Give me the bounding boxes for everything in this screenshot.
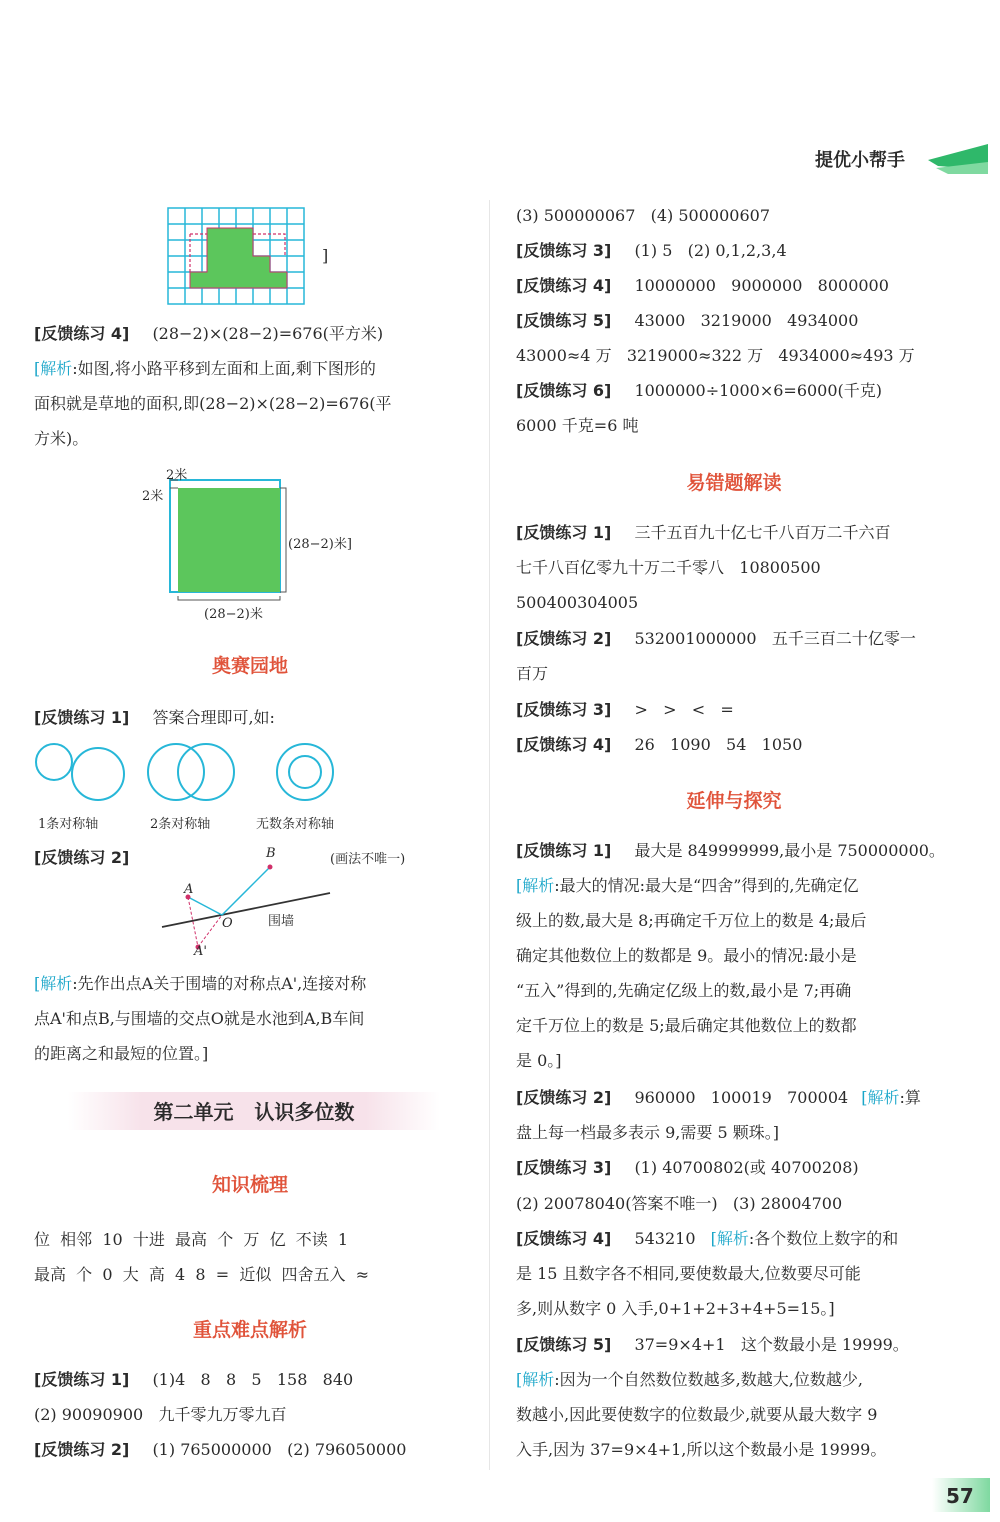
zs-line-1: 位 相邻 10 十进 最高 个 万 亿 不读 1 (34, 1230, 349, 1249)
point-b: B (266, 846, 276, 861)
aos-note-1: :先作出点A关于围墙的对称点A',连接对称 (72, 974, 367, 993)
r-fb6-line2: 6000 千克=6 吨 (516, 416, 639, 435)
zd-fb1-line2: (2) 90090900 九千零九万零九百 (34, 1405, 287, 1424)
point-a-prime: A' (194, 944, 207, 959)
ys-fb4-label: [反馈练习 4] (516, 1229, 612, 1248)
wall-figure (160, 855, 340, 955)
grid-bracket: ] (322, 246, 329, 265)
yc-fb1-line3: 500400304005 (516, 593, 639, 612)
r-fb3-text: (1) 5 (2) 0,1,2,3,4 (634, 241, 787, 260)
r-fb5-label: [反馈练习 5] (516, 311, 612, 330)
fig-left-label: 2米 (142, 489, 164, 504)
aos-fb2-label: [反馈练习 2] (34, 848, 130, 867)
fig-top-label: 2米 (166, 468, 188, 483)
ys-fb3-label: [反馈练习 3] (516, 1158, 612, 1177)
fb4-note-2: 面积就是草地的面积,即(28−2)×(28−2)=676(平 (34, 394, 392, 413)
brand-stripe-icon (928, 140, 988, 176)
fb4-note-tag: [解析 (34, 359, 73, 378)
wall-label: 围墙 (268, 914, 295, 929)
r-fb4-text: 10000000 9000000 8000000 (634, 276, 889, 295)
circle-caption-1: 1条对称轴 (38, 817, 99, 832)
circle-caption-2: 2条对称轴 (150, 817, 211, 832)
yc-fb2-line2: 百万 (516, 664, 549, 683)
fb4-note-3: 方米)。 (34, 429, 89, 448)
ys-fb4-text: 543210 (634, 1229, 696, 1248)
page-number: 57 (946, 1484, 974, 1508)
yc-fb3-label: [反馈练习 3] (516, 700, 612, 719)
ys-fb1-text: 最大是 849999999,最小是 750000000。 (634, 841, 945, 860)
aos-fb1-text: 答案合理即可,如: (152, 708, 275, 727)
aos-fb1-label: [反馈练习 1] (34, 708, 130, 727)
yc-fb4-text: 26 1090 54 1050 (634, 735, 803, 754)
ys-fb2-tag: [解析 (861, 1088, 900, 1107)
circles-figure (30, 740, 350, 806)
fb4-note-1: :如图,将小路平移到左面和上面,剩下图形的 (72, 359, 376, 378)
ys-note-tag: [解析 (516, 876, 555, 895)
r-fb3-label: [反馈练习 3] (516, 241, 612, 260)
ys-fb5-note-1: :因为一个自然数位数越多,数越大,位数越少, (554, 1370, 863, 1389)
section-aosai: 奥赛园地 (211, 655, 288, 677)
ys-fb2-note: :算 (899, 1088, 921, 1107)
ys-fb4-line3: 多,则从数字 0 入手,0+1+2+3+4+5=15。] (516, 1299, 835, 1318)
grid-figure (166, 206, 306, 306)
zd-fb1-label: [反馈练习 1] (34, 1370, 130, 1389)
aos-note-tag: [解析 (34, 974, 73, 993)
ys-fb5-note-3: 入手,因为 37=9×4+1,所以这个数最小是 19999。 (516, 1440, 887, 1459)
yc-fb3-text: > > < = (634, 700, 734, 719)
ys-fb1-label: [反馈练习 1] (516, 841, 612, 860)
r-fb6-label: [反馈练习 6] (516, 381, 612, 400)
point-a: A (184, 882, 194, 897)
ys-fb2-label: [反馈练习 2] (516, 1088, 612, 1107)
ys-note-5: 定千万位上的数是 5;最后确定其他数位上的数都 (516, 1016, 857, 1035)
yc-fb2-label: [反馈练习 2] (516, 629, 612, 648)
zs-line-2: 最高 个 0 大 高 4 8 = 近似 四舍五入 ≈ (34, 1265, 370, 1284)
aos-note-3: 的距离之和最短的位置。] (34, 1044, 209, 1063)
aos-fb2-note: (画法不唯一) (330, 852, 406, 867)
zd-fb1-text: (1)4 8 8 5 158 840 (152, 1370, 354, 1389)
header-brand: 提优小帮手 (815, 150, 905, 171)
aos-note-2: 点A'和点B,与围墙的交点O就是水池到A,B车间 (34, 1009, 365, 1028)
ys-note-3: 确定其他数位上的数都是 9。最小的情况:最小是 (516, 946, 857, 965)
r-line-0: (3) 500000067 (4) 500000607 (516, 206, 770, 225)
column-divider (489, 200, 490, 1470)
section-yicuo: 易错题解读 (686, 472, 782, 494)
fb4-answer: (28−2)×(28−2)=676(平方米) (152, 324, 384, 343)
yc-fb2-text: 532001000000 五千三百二十亿零一 (634, 629, 916, 648)
zd-fb2-label: [反馈练习 2] (34, 1440, 130, 1459)
ys-fb5-tag: [解析 (516, 1370, 555, 1389)
ys-fb2-text: 960000 100019 700004 (634, 1088, 849, 1107)
ys-fb5-text: 37=9×4+1 这个数最小是 19999。 (634, 1335, 909, 1354)
ys-note-1: :最大的情况:最大是“四舍”得到的,先确定亿 (554, 876, 859, 895)
ys-fb5-note-2: 数越小,因此要使数字的位数最少,就要从最大数字 9 (516, 1405, 878, 1424)
ys-note-6: 是 0。] (516, 1051, 562, 1070)
yc-fb4-label: [反馈练习 4] (516, 735, 612, 754)
fig-right-label: (28−2)米] (288, 537, 352, 552)
ys-note-2: 级上的数,最大是 8;再确定千万位上的数是 4;最后 (516, 911, 867, 930)
section-yanshen: 延伸与探究 (686, 790, 782, 812)
fig-bottom-label: (28−2)米 (204, 607, 263, 622)
unit2-title: 第二单元 认识多位数 (153, 1100, 355, 1124)
r-fb5-text: 43000 3219000 4934000 (634, 311, 859, 330)
ys-note-4: “五入”得到的,先确定亿级上的数,最小是 7;再确 (516, 981, 852, 1000)
ys-fb4-line2: 是 15 且数字各不相同,要使数最大,位数要尽可能 (516, 1264, 861, 1283)
ys-fb4-note: :各个数位上数字的和 (748, 1229, 899, 1248)
fb4-label: [反馈练习 4] (34, 324, 130, 343)
r-fb5-line2: 43000≈4 万 3219000≈322 万 4934000≈493 万 (516, 346, 915, 365)
yc-fb1-text: 三千五百九十亿七千八百万二千六百 (634, 523, 891, 542)
section-zhongdian: 重点难点解析 (192, 1319, 307, 1341)
ys-fb3-line2: (2) 20078040(答案不唯一) (3) 28004700 (516, 1194, 843, 1213)
circle-caption-3: 无数条对称轴 (256, 817, 335, 832)
r-fb4-label: [反馈练习 4] (516, 276, 612, 295)
r-fb6-text: 1000000÷1000×6=6000(千克) (634, 381, 883, 400)
section-zhishi: 知识梳理 (211, 1174, 288, 1196)
ys-fb5-label: [反馈练习 5] (516, 1335, 612, 1354)
zd-fb2-text: (1) 765000000 (2) 796050000 (152, 1440, 407, 1459)
point-o: O (222, 916, 233, 931)
ys-fb2-line2: 盘上每一档最多表示 9,需要 5 颗珠。] (516, 1123, 779, 1142)
ys-fb4-tag: [解析 (710, 1229, 749, 1248)
yc-fb1-line2: 七千八百亿零九十万二千零八 10800500 (516, 558, 821, 577)
yc-fb1-label: [反馈练习 1] (516, 523, 612, 542)
ys-fb3-text: (1) 40700802(或 40700208) (634, 1158, 859, 1177)
